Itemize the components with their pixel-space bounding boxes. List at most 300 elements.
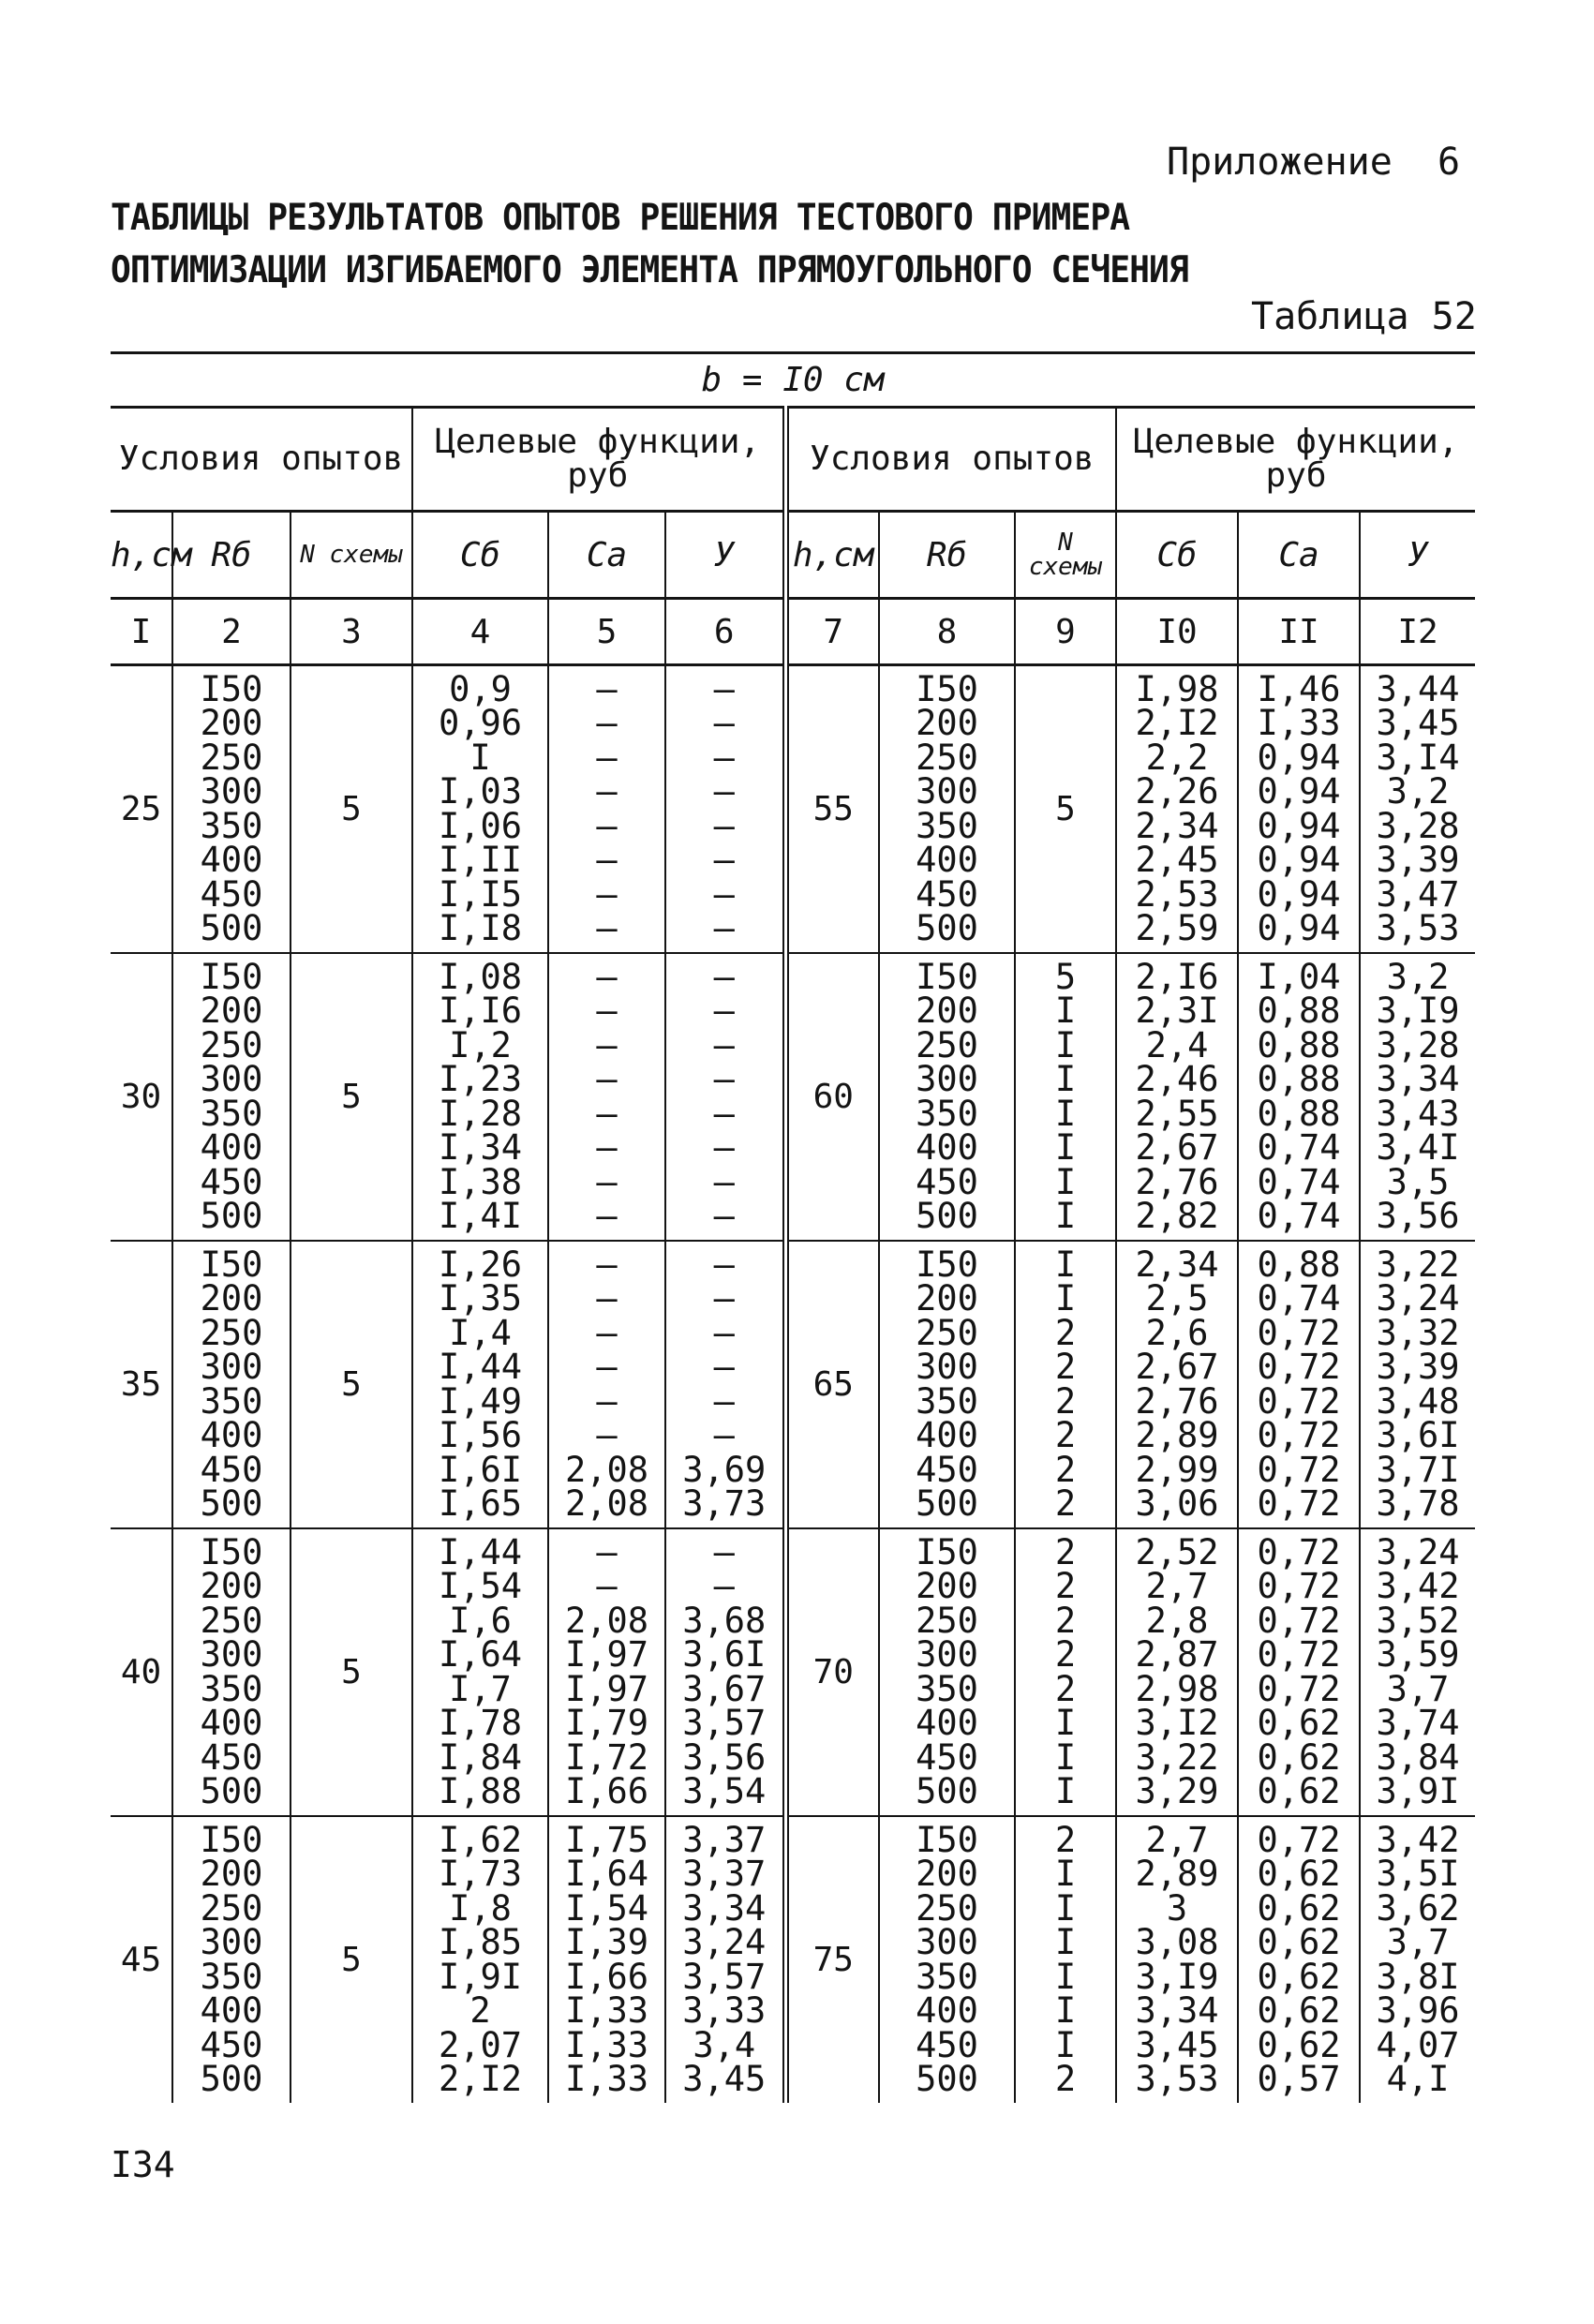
table-cell: 60 — [785, 953, 879, 1241]
cell-value: 0,88 — [1257, 1244, 1341, 1285]
cell-value: 3,45 — [682, 2059, 767, 2099]
cell-value: 500 — [200, 1771, 263, 1811]
table-cell — [548, 665, 665, 954]
cell-value: 2,I2 — [438, 2059, 523, 2099]
col-number: 5 — [548, 599, 665, 665]
cell-value: – — [596, 1093, 618, 1134]
cell-value: 3,8I — [1376, 1956, 1460, 1997]
table-cell: 5 — [290, 953, 412, 1241]
cell-value: 3,4I — [1376, 1127, 1460, 1168]
table-cell — [879, 665, 1015, 954]
cell-value: I — [469, 737, 491, 778]
table-cell — [412, 953, 548, 1241]
cell-value: – — [713, 1380, 735, 1422]
cell-value: – — [713, 1093, 735, 1134]
cell-value: 3,48 — [1376, 1380, 1460, 1422]
cell-value: 3,56 — [1376, 1196, 1460, 1236]
cell-value: 3,5I — [1376, 1854, 1460, 1894]
cell-value: I,06 — [438, 805, 523, 846]
cell-value: I,97 — [564, 1634, 649, 1675]
cell-value: – — [713, 1531, 735, 1572]
cell-value: I,75 — [564, 1819, 649, 1860]
cell-value: 0,72 — [1257, 1531, 1341, 1572]
cell-value: 450 — [200, 2024, 263, 2065]
cell-value: 2,4 — [1145, 1024, 1209, 1065]
cell-value: 2 — [1054, 1531, 1077, 1572]
col-number: 9 — [1015, 599, 1116, 665]
cell-value: I,2 — [449, 1024, 512, 1065]
table-cell — [548, 1816, 665, 2103]
cell-value: 300 — [200, 1634, 263, 1675]
cell-value: – — [596, 1196, 618, 1236]
table-row — [111, 953, 1475, 1241]
table-cell — [412, 1241, 548, 1528]
cell-value: I,84 — [438, 1736, 523, 1778]
cell-value: 2,34 — [1135, 805, 1219, 846]
cell-value: 3,29 — [1135, 1771, 1219, 1811]
cell-value: I,7 — [449, 1668, 512, 1709]
cell-value: – — [713, 1161, 735, 1202]
cell-value: 450 — [200, 1736, 263, 1778]
cell-value: 250 — [916, 737, 978, 778]
cell-value: 2,07 — [438, 2024, 523, 2065]
cell-value: 300 — [200, 1922, 263, 1962]
title-line: ОПТИМИЗАЦИИ ИЗГИБАЕМОГО ЭЛЕМЕНТА ПРЯМОУГОЛЬНОГО СЕЧЕНИЯ — [111, 249, 1188, 291]
cell-value: 3,62 — [1376, 1887, 1460, 1929]
col-number: 7 — [785, 599, 879, 665]
cell-value: – — [713, 1059, 735, 1099]
cell-value: 2 — [1054, 1312, 1077, 1353]
cell-value: I,73 — [438, 1854, 523, 1894]
col-symbol: N схемы — [290, 512, 412, 599]
cell-value: 400 — [200, 1127, 263, 1168]
cell-value: 350 — [916, 1380, 978, 1422]
table-cell: 55 — [785, 665, 879, 954]
cell-value: I — [1054, 1771, 1077, 1811]
cell-value: – — [596, 1161, 618, 1202]
cell-value: 0,62 — [1257, 1771, 1341, 1811]
cell-value: 0,57 — [1257, 2059, 1341, 2099]
cell-value: I,49 — [438, 1380, 523, 1422]
cell-value: 2,52 — [1135, 1531, 1219, 1572]
cell-value: 250 — [916, 1024, 978, 1065]
table-cell: 5 — [290, 1528, 412, 1816]
cell-value: 2 — [469, 1990, 491, 2031]
cell-value: 250 — [200, 1887, 263, 1929]
cell-value: I,39 — [564, 1922, 649, 1962]
cell-value: 3,53 — [1376, 908, 1460, 948]
cell-value: 500 — [916, 1771, 978, 1811]
cell-value: – — [596, 1059, 618, 1099]
cell-value: – — [596, 908, 618, 948]
cell-value: I,66 — [564, 1956, 649, 1997]
cell-value: I — [1054, 1956, 1077, 1997]
cell-value: I — [1054, 1024, 1077, 1065]
table-cell — [1015, 1816, 1116, 2103]
table-cell — [172, 1816, 290, 2103]
table-cell — [1015, 1241, 1116, 1528]
cell-value: 0,74 — [1257, 1196, 1341, 1236]
cell-value: 500 — [916, 1196, 978, 1236]
cell-value: 0,9 — [449, 668, 512, 709]
cell-value: 2 — [1054, 1380, 1077, 1422]
cell-value: I,4I — [438, 1196, 523, 1236]
cell-value: I,44 — [438, 1347, 523, 1387]
cell-value: I — [1054, 1244, 1077, 1285]
cell-value: 2 — [1054, 1449, 1077, 1490]
cell-value: 450 — [200, 873, 263, 915]
cell-value: 0,94 — [1257, 771, 1341, 812]
cell-value: I,26 — [438, 1244, 523, 1285]
cell-value: – — [713, 840, 735, 880]
cell-value: 400 — [200, 1990, 263, 2031]
cell-value: 450 — [916, 873, 978, 915]
cell-value: 200 — [200, 1566, 263, 1606]
results-table — [111, 351, 1475, 2103]
cell-value: 3,7I — [1376, 1449, 1460, 1490]
cell-value: 2,I2 — [1135, 703, 1219, 743]
cell-value: 0,94 — [1257, 873, 1341, 915]
cell-value: 0,74 — [1257, 1278, 1341, 1318]
cell-value: 500 — [916, 908, 978, 948]
cell-value: 3 — [1166, 1887, 1188, 1929]
table-row — [111, 1528, 1475, 1816]
cell-value: – — [713, 908, 735, 948]
cell-value: I,6I — [438, 1449, 523, 1490]
cell-value: 450 — [916, 1449, 978, 1490]
cell-value: 3,2 — [1386, 956, 1450, 997]
cell-value: 3,28 — [1376, 805, 1460, 846]
col-number: I — [111, 599, 172, 665]
cell-value: 0,62 — [1257, 1854, 1341, 1894]
cell-value: 2,6 — [1145, 1312, 1209, 1353]
cell-value: 3,59 — [1376, 1634, 1460, 1675]
cell-value: – — [596, 668, 618, 709]
col-symbol: h,см — [785, 512, 879, 599]
cell-value: – — [713, 1196, 735, 1236]
cell-value: 3,69 — [682, 1449, 767, 1490]
table-cell — [1238, 1241, 1360, 1528]
cell-value: 3,32 — [1376, 1312, 1460, 1353]
cell-value: I — [1054, 1196, 1077, 1236]
cell-value: 3,45 — [1376, 703, 1460, 743]
cell-value: 0,94 — [1257, 840, 1341, 880]
cell-value: 3,I9 — [1376, 991, 1460, 1031]
col-number: 6 — [665, 599, 785, 665]
table-cell — [548, 953, 665, 1241]
cell-value: 3,34 — [682, 1887, 767, 1929]
cell-value: 0,62 — [1257, 1990, 1341, 2031]
cell-value: I,I8 — [438, 908, 523, 948]
cell-value: I50 — [916, 956, 978, 997]
cell-value: I50 — [200, 1531, 263, 1572]
cell-value: – — [713, 1347, 735, 1387]
cell-value: 450 — [916, 2024, 978, 2065]
cell-value: – — [596, 805, 618, 846]
table-cell — [1238, 1816, 1360, 2103]
cell-value: 250 — [200, 1312, 263, 1353]
table-cell — [548, 1528, 665, 1816]
table-cell — [548, 1241, 665, 1528]
table-row — [111, 1816, 1475, 2103]
group-targets-left: Целевые функции, руб — [412, 408, 785, 512]
cell-value: I,08 — [438, 956, 523, 997]
cell-value: 3,53 — [1135, 2059, 1219, 2099]
table-cell: 25 — [111, 665, 172, 954]
cell-value: I — [1054, 1127, 1077, 1168]
cell-value: 3,24 — [1376, 1531, 1460, 1572]
cell-value: 3,24 — [1376, 1278, 1460, 1318]
cell-value: I,28 — [438, 1093, 523, 1134]
cell-value: 2,76 — [1135, 1380, 1219, 1422]
cell-value: – — [596, 1380, 618, 1422]
table-cell: 40 — [111, 1528, 172, 1816]
cell-value: 3,22 — [1135, 1736, 1219, 1778]
cell-value: 0,72 — [1257, 1668, 1341, 1709]
cell-value: – — [713, 956, 735, 997]
cell-value: 0,72 — [1257, 1347, 1341, 1387]
cell-value: I,6 — [449, 1600, 512, 1641]
cell-value: I — [1054, 1854, 1077, 1894]
cell-value: 3,47 — [1376, 873, 1460, 915]
cell-value: – — [713, 737, 735, 778]
cell-value: 0,74 — [1257, 1161, 1341, 1202]
cell-value: 250 — [916, 1312, 978, 1353]
cell-value: – — [596, 873, 618, 915]
cell-value: 2,46 — [1135, 1059, 1219, 1099]
table-cell: 65 — [785, 1241, 879, 1528]
cell-value: 450 — [200, 1161, 263, 1202]
table-cell — [172, 665, 290, 954]
cell-value: I,04 — [1257, 956, 1341, 997]
cell-value: 2 — [1054, 1415, 1077, 1455]
cell-value: 3,6I — [1376, 1415, 1460, 1455]
cell-value: 2,26 — [1135, 771, 1219, 812]
table-cell — [412, 1528, 548, 1816]
cell-value: – — [713, 991, 735, 1031]
cell-value: 3,5 — [1386, 1161, 1450, 1202]
cell-value: 300 — [916, 1634, 978, 1675]
cell-value: 200 — [200, 1278, 263, 1318]
group-conditions-right: Условия опытов — [785, 408, 1116, 512]
cell-value: I,44 — [438, 1531, 523, 1572]
cell-value: 2 — [1054, 1668, 1077, 1709]
table-cell: 5 — [290, 665, 412, 954]
cell-value: 0,62 — [1257, 1887, 1341, 1929]
cell-value: 450 — [200, 1449, 263, 1490]
cell-value: 3,34 — [1135, 1990, 1219, 2031]
table-cell — [665, 1816, 785, 2103]
cell-value: 3,22 — [1376, 1244, 1460, 1285]
cell-value: – — [596, 1244, 618, 1285]
cell-value: 0,72 — [1257, 1819, 1341, 1860]
cell-value: 0,62 — [1257, 1956, 1341, 1997]
table-cell — [879, 1241, 1015, 1528]
cell-value: 2,08 — [564, 1483, 649, 1524]
cell-value: 3,52 — [1376, 1600, 1460, 1641]
cell-value: 350 — [916, 1956, 978, 1997]
cell-value: I,98 — [1135, 668, 1219, 709]
cell-value: 0,94 — [1257, 805, 1341, 846]
cell-value: I,33 — [1257, 703, 1341, 743]
cell-value: 300 — [916, 1059, 978, 1099]
col-number: I0 — [1116, 599, 1238, 665]
cell-value: 250 — [916, 1600, 978, 1641]
cell-value: 2 — [1054, 1347, 1077, 1387]
cell-value: 0,94 — [1257, 737, 1341, 778]
group-conditions-left: Условия опытов — [111, 408, 412, 512]
col-symbol: У — [665, 512, 785, 599]
cell-value: 0,72 — [1257, 1415, 1341, 1455]
cell-value: 400 — [200, 1415, 263, 1455]
cell-value: I,85 — [438, 1922, 523, 1962]
cell-value: 0,72 — [1257, 1449, 1341, 1490]
cell-value: 3,57 — [682, 1956, 767, 1997]
cell-value: I50 — [916, 668, 978, 709]
table-cell — [1116, 953, 1238, 1241]
table-cell — [1015, 1528, 1116, 1816]
cell-value: 3,06 — [1135, 1483, 1219, 1524]
cell-value: I,64 — [564, 1854, 649, 1894]
cell-value: 350 — [916, 805, 978, 846]
cell-value: 0,88 — [1257, 991, 1341, 1031]
cell-value: 200 — [916, 1278, 978, 1318]
cell-value: I,54 — [438, 1566, 523, 1606]
cell-value: – — [713, 805, 735, 846]
cell-value: 0,72 — [1257, 1312, 1341, 1353]
table-row — [111, 665, 1475, 954]
table-cell — [879, 1528, 1015, 1816]
table-row — [111, 1241, 1475, 1528]
cell-value: – — [596, 1312, 618, 1353]
cell-value: 2 — [1054, 1566, 1077, 1606]
table-cell — [412, 1816, 548, 2103]
cell-value: I,66 — [564, 1771, 649, 1811]
cell-value: 2,76 — [1135, 1161, 1219, 1202]
cell-value: I,72 — [564, 1736, 649, 1778]
cell-value: 3,45 — [1135, 2024, 1219, 2065]
table-cell — [1116, 1528, 1238, 1816]
cell-value: – — [596, 737, 618, 778]
cell-value: 3,37 — [682, 1819, 767, 1860]
cell-value: I,4 — [449, 1312, 512, 1353]
cell-value: 3,57 — [682, 1703, 767, 1743]
cell-value: – — [713, 668, 735, 709]
appendix-label: Приложение 6 — [1167, 141, 1461, 184]
cell-value: 400 — [916, 1703, 978, 1743]
cell-value: 0,88 — [1257, 1059, 1341, 1099]
cell-value: 350 — [916, 1668, 978, 1709]
cell-value: I,56 — [438, 1415, 523, 1455]
cell-value: I,33 — [564, 1990, 649, 2031]
table-cell: 45 — [120, 1941, 162, 1979]
cell-value: 2,5 — [1145, 1278, 1209, 1318]
cell-value: 500 — [200, 2059, 263, 2099]
cell-value: 0,72 — [1257, 1483, 1341, 1524]
cell-value: 450 — [916, 1736, 978, 1778]
cell-value: I,38 — [438, 1161, 523, 1202]
cell-value: 350 — [200, 1380, 263, 1422]
table-cell — [1238, 665, 1360, 954]
cell-value: 200 — [916, 703, 978, 743]
cell-value: 450 — [916, 1161, 978, 1202]
cell-value: 0,96 — [438, 703, 523, 743]
cell-value: – — [596, 1566, 618, 1606]
cell-value: I,33 — [564, 2059, 649, 2099]
cell-value: 3,84 — [1376, 1736, 1460, 1778]
cell-value: 200 — [200, 1854, 263, 1894]
cell-value: 250 — [200, 1024, 263, 1065]
cell-value: 3,33 — [682, 1990, 767, 2031]
cell-value: I,33 — [564, 2024, 649, 2065]
cell-value: 2,7 — [1145, 1819, 1209, 1860]
cell-value: 200 — [916, 1566, 978, 1606]
cell-value: I,03 — [438, 771, 523, 812]
cell-value: I — [1054, 1278, 1077, 1318]
table-cell — [879, 1816, 1015, 2103]
cell-value: 500 — [916, 1483, 978, 1524]
cell-value: – — [596, 1127, 618, 1168]
cell-value: I50 — [200, 1244, 263, 1285]
cell-value: I — [1054, 2024, 1077, 2065]
table-cell — [1360, 1816, 1475, 2103]
cell-value: I50 — [916, 1244, 978, 1285]
cell-value: I,I5 — [438, 873, 523, 915]
cell-value: 0,62 — [1257, 1703, 1341, 1743]
cell-value: 3,73 — [682, 1483, 767, 1524]
cell-value: 3,37 — [682, 1854, 767, 1894]
cell-value: 0,88 — [1257, 1024, 1341, 1065]
col-symbol: N схемы — [1015, 512, 1116, 599]
cell-value: I — [1054, 1059, 1077, 1099]
col-symbol: Cб — [412, 512, 548, 599]
cell-value: 2,89 — [1135, 1854, 1219, 1894]
table-cell: 35 — [111, 1241, 172, 1528]
cell-value: I,97 — [564, 1668, 649, 1709]
b-value-header: b = I0 см — [111, 353, 1475, 408]
document-title — [111, 192, 1375, 297]
cell-value: – — [596, 1278, 618, 1318]
cell-value: 2,89 — [1135, 1415, 1219, 1455]
cell-value: 3,39 — [1376, 1347, 1460, 1387]
cell-value: 2,87 — [1135, 1634, 1219, 1675]
col-number: II — [1238, 599, 1360, 665]
cell-value: 3,68 — [682, 1600, 767, 1641]
cell-value: – — [713, 1312, 735, 1353]
cell-value: 0,94 — [1257, 908, 1341, 948]
cell-value: – — [713, 771, 735, 812]
cell-value: 2,99 — [1135, 1449, 1219, 1490]
table-cell — [1238, 953, 1360, 1241]
cell-value: I — [1054, 1887, 1077, 1929]
cell-value: I,64 — [438, 1634, 523, 1675]
cell-value: 3,I2 — [1135, 1703, 1219, 1743]
table-cell — [1360, 665, 1475, 954]
cell-value: 2,67 — [1135, 1347, 1219, 1387]
cell-value: 2 — [1054, 2059, 1077, 2099]
cell-value: 4,I — [1386, 2059, 1450, 2099]
cell-value: 250 — [916, 1887, 978, 1929]
cell-value: 2 — [1054, 1600, 1077, 1641]
cell-value: 3,6I — [682, 1634, 767, 1675]
cell-value: I50 — [200, 1819, 263, 1860]
cell-value: – — [713, 1024, 735, 1065]
cell-value: 400 — [200, 840, 263, 880]
table-cell — [172, 953, 290, 1241]
cell-value: I — [1054, 1736, 1077, 1778]
cell-value: 3,08 — [1135, 1922, 1219, 1962]
table-cell — [879, 953, 1015, 1241]
